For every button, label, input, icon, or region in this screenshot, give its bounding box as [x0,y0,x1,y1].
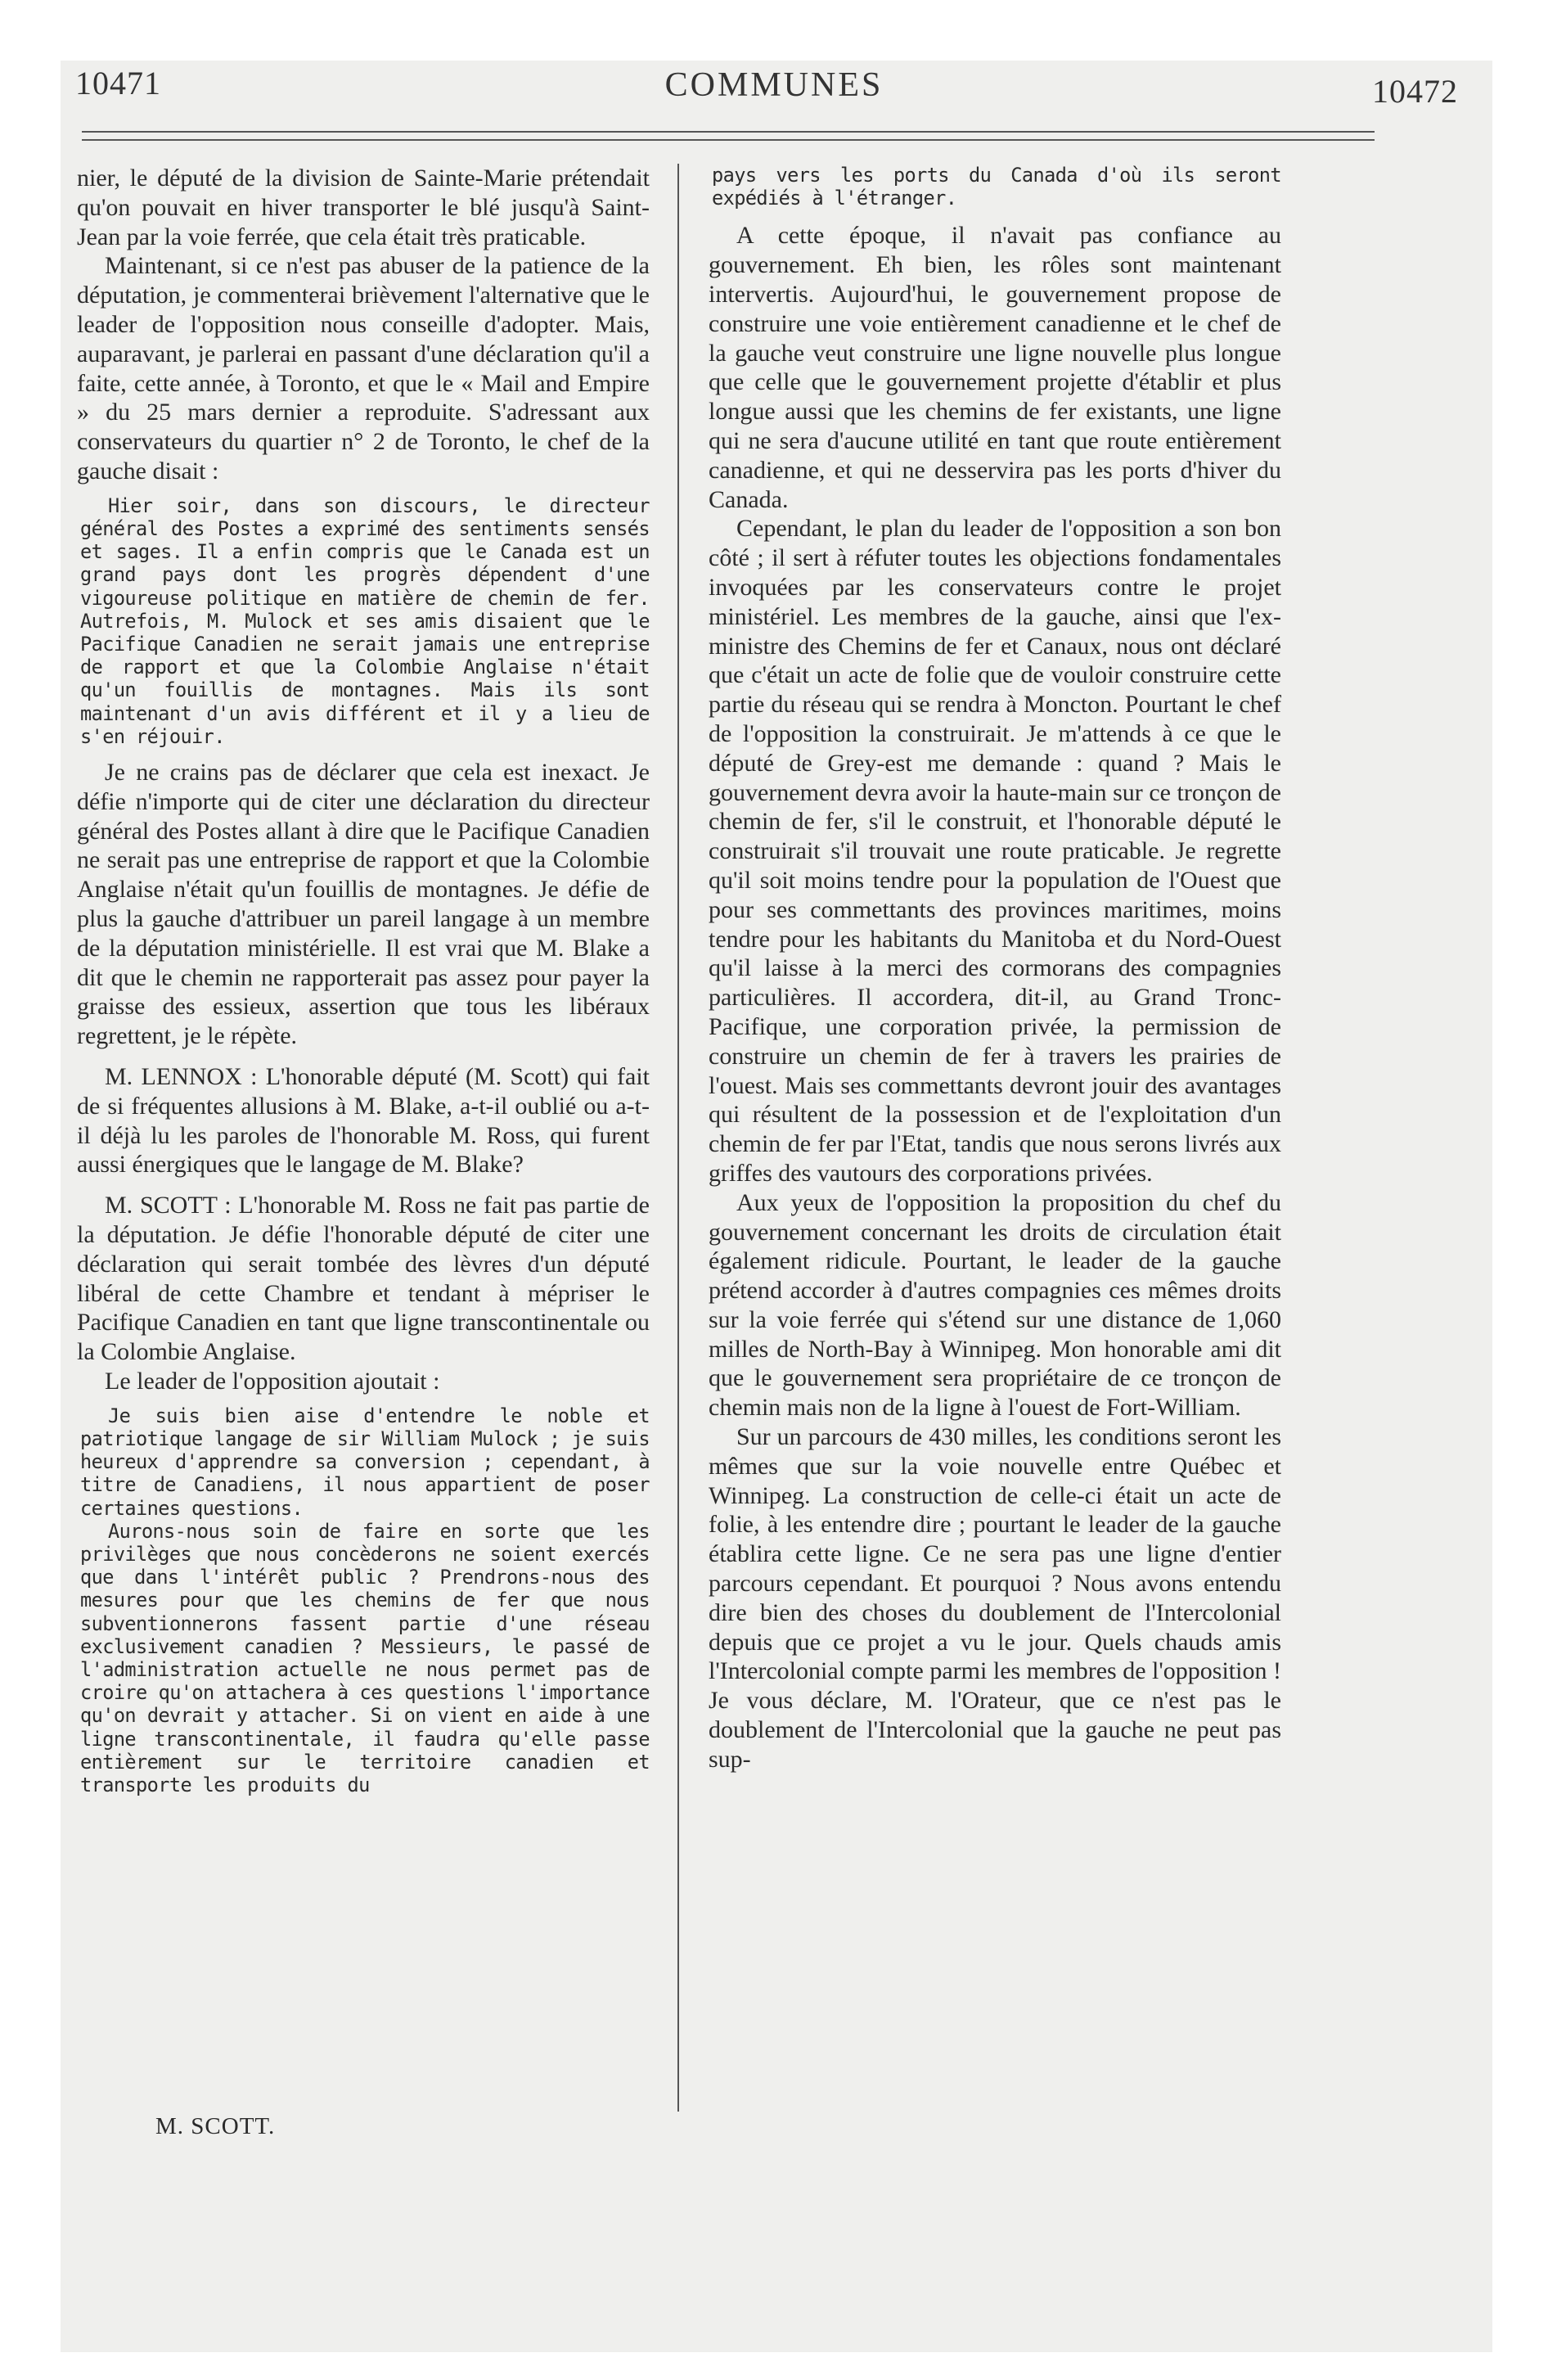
header-rule-bottom [82,139,1375,141]
page-title: COMMUNES [664,66,884,104]
page-number-right: 10472 [1372,73,1458,110]
paragraph: Aux yeux de l'opposition la proposition du chef du gouvernement concernant les droits de circulation était également ridicule. Pourtant, le leader de la gauche prétend accorder à d'autres compagnies ces mêmes droits sur la voie ferrée qui s'étend sur une distance de 1,060 milles de North-Bay à Winnipeg. Mon honorable ami dit que le gouvernement sera propriétaire de ce tronçon de chemin mais non de la ligne à l'ouest de Fort-William. [709,1188,1281,1422]
paragraph: A cette époque, il n'avait pas confiance au gouvernement. Eh bien, les rôles sont maintenant intervertis. Aujourd'hui, le gouvernement propose de construire une voie entièrement canadienne et le chef de la gauche veut construire une ligne nouvelle plus longue que celle que le gouvernement projette d'établir et plus longue aussi que les chemins de fer existants, une ligne qui ne sera d'aucune utilité en tant que route entièrement canadienne, et qui ne desservira pas les ports d'hiver du Canada. [709,222,1281,513]
page-number-left: 10471 [75,65,161,101]
speaker-paragraph: M. SCOTT : L'honorable M. Ross ne fait pas partie de la députation. Je défie l'honorable député de citer une déclaration qui serait tombée des lèvres d'un député libéral de cette Chambre et tendant à mépriser le Pacifique Canadien en tant que ligne transcontinentale ou la Colombie Anglaise. [77,1192,650,1366]
paragraph: Le leader de l'opposition ajoutait : [105,1367,440,1395]
paragraph: Sur un parcours de 430 milles, les conditions seront les mêmes que sur la voie nouvelle entre Québec et Winnipeg. La construction de celle-ci était un acte de folie, à les entendre dire ; pourtant le leader de la gauche établira cette ligne. Ce ne sera pas une ligne d'entier parcours cependant. Et pourquoi ? Nous avons entendu dire bien des choses du doublement de l'Intercolonial depuis que ce projet a vu le jour. Quels chauds amis l'Intercolonial compte parmi les membres de l'opposition ! Je vous déclare, M. l'Orateur, que ce n'est pas le doublement de l'Intercolonial que la gauche ne peut pas sup- [709,1423,1281,1773]
right-column [709,164,1281,1774]
page-footer: M. SCOTT. [155,2113,276,2139]
left-column [77,164,650,1796]
quotation: Aurons-nous soin de faire en sorte que les privilèges que nous concèderons ne soient exercés que dans l'intérêt public ? Prendrons-nous des mesures pour que les chemins de fer que nous subventionnerons fassent partie d'une réseau exclusivement canadien ? Messieurs, le passé de l'administration actuelle ne nous permet pas de croire qu'on attachera à ces questions l'importance qu'on devrait y attacher. Si on vient en aide à une ligne transcontinentale, il faudra qu'elle passe entièrement sur le territoire canadien et transporte les produits du [80,1519,650,1796]
column-divider [677,164,679,2112]
paragraph: Maintenant, si ce n'est pas abuser de la patience de la députation, je commenterai brièvement l'alternative que le leader de l'opposition nous conseille d'adopter. Mais, auparavant, je parlerai en passant d'une déclaration qu'il a faite, cette année, à Toronto, et que le « Mail and Empire » du 25 mars dernier a reproduite. S'adressant aux conservateurs du quartier n° 2 de Toronto, le chef de la gauche disait : [77,252,650,485]
paragraph: Cependant, le plan du leader de l'opposition a son bon côté ; il sert à réfuter toutes les objections fondamentales invoquées par les conservateurs contre le projet ministériel. Les membres de la gauche, ainsi que l'ex-ministre des Chemins de fer et Canaux, nous ont déclaré que c'était un acte de folie que de vouloir construire cette partie du réseau qui se rendra à Moncton. Pourtant le chef de l'opposition la construirait. Je m'attends à ce que le député de Grey-est me demande : quand ? Mais le gouvernement devra avoir la haute-main sur ce tronçon de chemin de fer, s'il le construit, et l'honorable député le construirait s'il trouvait une route praticable. Je regrette qu'il soit moins tendre pour la population de l'Ouest que pour ses commettants des provinces maritimes, moins tendre pour les habitants du Manitoba et du Nord-Ouest qu'il laisse à la merci des cormorans des compagnies particulières. Il accordera, dit-il, au Grand Tronc-Pacifique, une corporation privée, la permission de construire un chemin de fer à travers les prairies de l'ouest. Mais ses commettants devront jouir des avantages qui résultent de la possession et de l'exploitation d'un chemin de fer par l'Etat, tandis que nous serons livrés aux griffes des vautours des corporations privées. [709,515,1281,1187]
quotation: Je suis bien aise d'entendre le noble et patriotique langage de sir William Mulock ; je suis heureux d'apprendre sa conversion ; cependant, à titre de Canadiens, il nous appartient de poser certaines questions. [80,1404,650,1520]
header-rule-top [82,131,1375,133]
paragraph: Je ne crains pas de déclarer que cela est inexact. Je défie n'importe qui de citer une déclaration du directeur général des Postes allant à dire que le Pacifique Canadien ne serait pas une entreprise de rapport et que la Colombie Anglaise n'était qu'un fouillis de montagnes. Je défie de plus la gauche d'attribuer un pareil langage à un membre de la députation ministérielle. Il est vrai que M. Blake a dit que le chemin ne rapporterait pas assez pour payer la graisse des essieux, assertion que tous les libéraux regrettent, je le répète. [77,759,650,1050]
speaker-paragraph: M. LENNOX : L'honorable député (M. Scott) qui fait de si fréquentes allusions à M. Blake, a-t-il oublié ou a-t-il déjà lu les paroles de l'honorable M. Ross, qui furent aussi énergiques que le langage de M. Blake? [77,1062,650,1179]
quotation-continued: pays vers les ports du Canada d'où ils seront expédiés à l'étranger. [712,164,1281,210]
paragraph: nier, le député de la division de Sainte-Marie prétendait qu'on pouvait en hiver transporter le blé jusqu'à Saint-Jean par la voie ferrée, que cela était très praticable. [77,165,650,250]
quotation: Hier soir, dans son discours, le directeur général des Postes a exprimé des sentiments sensés et sages. Il a enfin compris que le Canada est un grand pays dont les progrès dépendent d'une vigoureuse politique en matière de chemin de fer. Autrefois, M. Mulock et ses amis disaient que le Pacifique Canadien ne serait jamais une entreprise de rapport et que la Colombie Anglaise n'était qu'un fouillis de montagnes. Mais ils sont maintenant d'un avis différent et il y a lieu de s'en réjouir. [80,494,650,748]
